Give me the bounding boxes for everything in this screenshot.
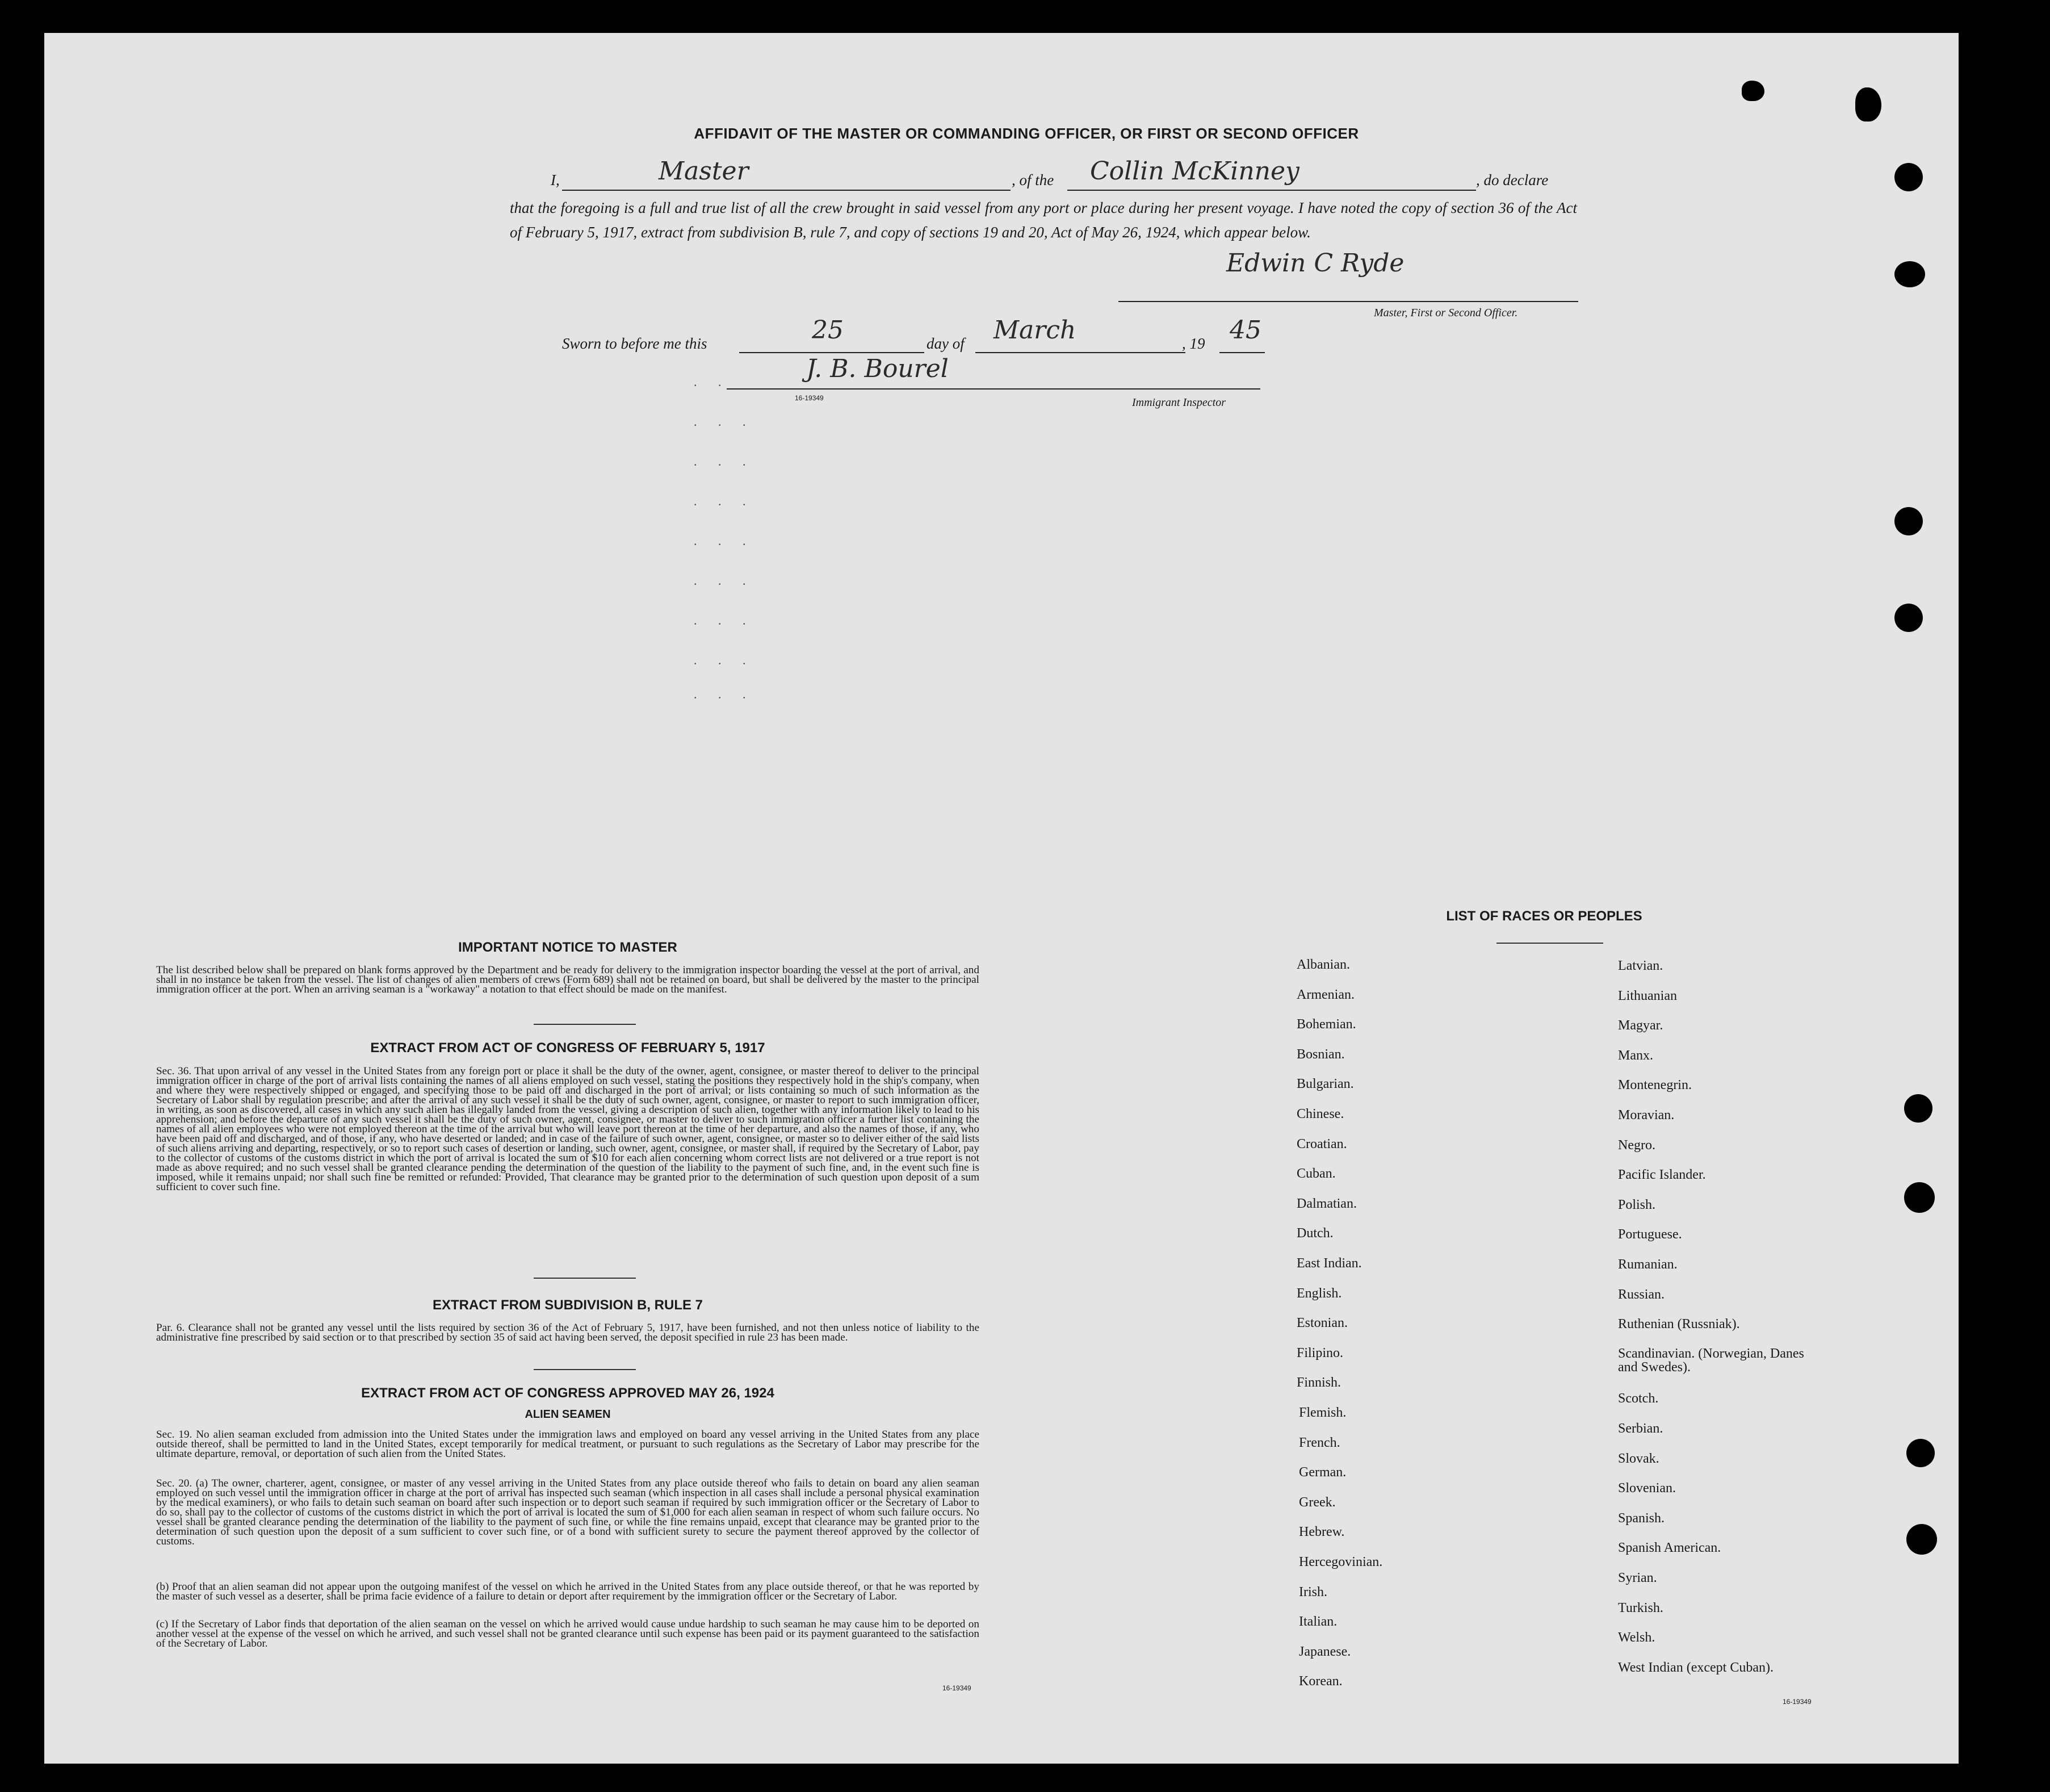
extract-form-number: 16-19349 (942, 1684, 971, 1692)
sworn-year-handwritten: 45 (1230, 316, 1261, 345)
race-item: Magyar. (1618, 1018, 1663, 1033)
affidavit-i-label: I, (551, 171, 560, 189)
extract-1924-sec20c: (c) If the Secretary of Labor finds that deportation of the alien seaman on the vessel on which he arrived would cause undue hardship to such seaman he may cause him to be deported on another vessel at the expense of the vessel on which he arrived, and such vessel shall not be granted clearance until such expense has been paid or its payment guaranteed to the satisfaction of the Secretary of Labor. (156, 1618, 979, 1649)
ink-smudge (1742, 81, 1764, 101)
race-item: Cuban. (1297, 1166, 1336, 1182)
race-item: Scotch. (1618, 1391, 1659, 1406)
race-item: Finnish. (1297, 1375, 1341, 1391)
race-item: Hercegovinian. (1299, 1555, 1383, 1569)
race-item: German. (1299, 1465, 1347, 1480)
affidavit-body: that the foregoing is a full and true list of all the crew brought in said vessel from any port or place during her present voyage. I have noted the copy of section 36 of the Act of February 5, 1917, extract from subdivision B, rule 7, and copy of sections 19 and 20, Act of May 26, 1924, which appear below. (510, 199, 1577, 241)
race-item: Spanish American. (1618, 1540, 1721, 1556)
races-form-number: 16-19349 (1783, 1698, 1812, 1706)
race-item: Japanese. (1299, 1644, 1351, 1659)
do-declare-label: , do declare (1476, 171, 1549, 189)
binder-hole (1894, 604, 1923, 632)
race-item: Slovak. (1618, 1451, 1659, 1466)
race-item: Lithuanian (1618, 988, 1677, 1003)
ink-smudge (1855, 87, 1881, 122)
race-item: Filipino. (1297, 1345, 1344, 1360)
race-item: Bohemian. (1297, 1017, 1356, 1032)
race-item: Syrian. (1618, 1571, 1657, 1585)
notice-body: The list described below shall be prepared on blank forms approved by the Department and be ready for delivery to the immigration inspector boarding the vessel at the port of arrival, and shall in no instance be taken from the vessel. The list of changes of alien members of crews (Form 689) shall not be retained on board, but shall be delivered by the master to the principal immigration officer at the port. When an arriving seaman is a "workaway" a notation to that effect should be made on the manifest. (156, 964, 979, 995)
race-item: Hebrew. (1299, 1525, 1345, 1540)
race-item: Polish. (1618, 1197, 1656, 1212)
race-item: West Indian (except Cuban). (1618, 1660, 1774, 1675)
race-item: Manx. (1618, 1048, 1653, 1063)
race-item: Pacific Islander. (1618, 1167, 1706, 1183)
race-item: Montenegrin. (1618, 1078, 1692, 1093)
extract-1924-sec20b: (b) Proof that an alien seaman did not appear upon the outgoing manifest of the vessel on which he arrived in the United States from any place outside thereof, or that he was reported by the master of such vessel as a deserter, shall be prima facie evidence of a failure to detain or deport after requirement by the immigration officer or the Secretary of Labor. (156, 1581, 979, 1602)
race-item: Slovenian. (1618, 1481, 1676, 1496)
inspector-signature: J. B. Bourel (806, 354, 949, 383)
race-item: Armenian. (1297, 987, 1355, 1002)
race-item: Albanian. (1297, 957, 1350, 972)
inspector-caption: Immigrant Inspector (1132, 396, 1226, 409)
race-item: Welsh. (1618, 1630, 1655, 1646)
race-item: Ruthenian (Russniak). (1618, 1317, 1740, 1332)
extract-rule7-body: Par. 6. Clearance shall not be granted any vessel until the lists required by section 36 of the Act of February 5, 1917, have been furnished, and not then unless notice of liability to the administrative fine prescribed by said section or to that prescribed by section 35 of said act having been served, the deposit specified in rule 23 has been made. (156, 1322, 979, 1343)
affidavit-title: AFFIDAVIT OF THE MASTER OR COMMANDING OFFICER, OR FIRST OR SECOND OFFICER (694, 125, 1359, 142)
binder-hole (1906, 1524, 1937, 1555)
vessel-name-handwritten: Collin McKinney (1090, 157, 1299, 186)
binder-hole (1894, 507, 1923, 535)
master-name-handwritten: Master (659, 157, 749, 186)
extract-1924-sec20a: Sec. 20. (a) The owner, charterer, agent, consignee, or master of any vessel arriving in the United States from any place outside thereof who fails to detain on board any alien seaman employed on such vessel until the immigration officer in charge at the port of arrival has inspected such seaman (which inspection in all cases shall include a personal physical examination by the medical examiners), or who fails to detain such seaman on board after such inspection or to deport such seaman if required by such immigration officer or the Secretary of Labor to do so, shall pay to the collector of customs of the customs district in which the port of arrival is located the sum of $1,000 for each alien seaman in respect of whom such failure occurs. No vessel shall be granted clearance pending the determination of the liability to the payment of such fine, or while the fine remains unpaid, except that clearance may be granted prior to the determination of such question upon the deposit of a sum sufficient to cover such fine, or of a bond with sufficient surety to secure the payment thereof approved by the collector of customs. (156, 1477, 979, 1547)
year-prefix: , 19 (1182, 335, 1205, 352)
race-item: French. (1299, 1435, 1340, 1450)
sworn-day-handwritten: 25 (812, 316, 844, 345)
race-item: Serbian. (1618, 1421, 1663, 1436)
race-item: Chinese. (1297, 1107, 1344, 1121)
extract-1917-title: EXTRACT FROM ACT OF CONGRESS OF FEBRUARY 5, 1917 (370, 1040, 765, 1056)
race-item: Russian. (1618, 1287, 1665, 1302)
race-item: Turkish. (1618, 1600, 1663, 1615)
race-item: East Indian. (1297, 1256, 1362, 1271)
race-item: Latvian. (1618, 958, 1663, 973)
binder-hole (1904, 1182, 1935, 1213)
race-item: Scandinavian. (Norwegian, Danes and Swedes). (1618, 1346, 1804, 1375)
binder-hole (1894, 163, 1923, 191)
race-item: Moravian. (1618, 1108, 1675, 1123)
race-item: Portuguese. (1618, 1227, 1682, 1242)
race-item: Negro. (1618, 1137, 1655, 1153)
extract-1924-subtitle: ALIEN SEAMEN (525, 1408, 611, 1421)
binder-hole (1904, 1094, 1932, 1123)
race-item: Irish. (1299, 1584, 1327, 1600)
of-the-label: , of the (1012, 171, 1054, 189)
race-item: Greek. (1299, 1494, 1336, 1510)
race-item: Bosnian. (1297, 1046, 1345, 1062)
race-item: Croatian. (1297, 1136, 1347, 1152)
binder-hole (1906, 1439, 1935, 1467)
race-item: Spanish. (1618, 1510, 1665, 1526)
extract-1917-body: Sec. 36. That upon arrival of any vessel in the United States from any foreign port or place it shall be the duty of the owner, agent, consignee, or master thereof to deliver to the principal immigration officer in charge of the port of arrival lists containing the names of all aliens employed on such vessel, stating the positions they respectively hold in the ship's company, when and where they were respectively shipped or engaged, and specifying those to be paid off and discharged in the port of arrival; or lists containing so much of such information as the Secretary of Labor shall by regulation prescribe; and after the arrival of any such vessel it shall be the duty of such owner, agent, consignee, or master to report to such immigration officer, in writing, as soon as discovered, all cases in which any such alien has illegally landed from the vessel, giving a description of such alien, together with any information likely to lead to his apprehension; and before the departure of any such vessel it shall be the duty of such owner, agent, consignee, or master to deliver to such immigration officer a further list containing the names of all alien employees who were not employed thereon at the time of the arrival but who will leave port thereon at the time of her departure, and also the names of those, if any, who have been paid off and discharged, and of those, if any, who have deserted or landed; and in case of the failure of such owner, agent, consignee, or master so to deliver either of the said lists of such aliens arriving and departing, respectively, or so to report such cases of desertion or landing, such owner, agent, consignee, or master shall, if required by the Secretary of Labor, pay to the collector of customs of the customs district in which the port of arrival is located the sum of $10 for each alien concerning whom correct lists are not delivered or a true report is not made as above required; and no such vessel shall be granted clearance pending the determination of the question of the liability to the payment of such fine, and, in the event such fine is imposed, while it remains unpaid; nor shall such fine be remitted or refunded: Provided, That clearance may be granted prior to the determination of such question upon deposit of a sum sufficient to cover such fine. (156, 1065, 979, 1193)
affidavit-form-number: 16-19349 (795, 394, 824, 402)
notice-title: IMPORTANT NOTICE TO MASTER (458, 940, 677, 955)
binder-hole (1894, 261, 1925, 287)
race-item: Estonian. (1297, 1316, 1348, 1331)
race-item: Italian. (1299, 1614, 1338, 1630)
extract-1924-sec19: Sec. 19. No alien seaman excluded from admission into the United States under the immigration laws and employed on board any vessel arriving in the United States from any place outside thereof, shall be permitted to land in the United States, except temporarily for medical treatment, or pursuant to such regulations as the Secretary of Labor may prescribe for the ultimate departure, removal, or deportation of such alien from the United States. (156, 1429, 979, 1460)
races-title: LIST OF RACES OR PEOPLES (1446, 908, 1642, 924)
race-item: Flemish. (1299, 1405, 1347, 1420)
race-item: Korean. (1299, 1674, 1343, 1689)
race-item: Bulgarian. (1297, 1077, 1354, 1092)
race-item: Dutch. (1297, 1226, 1334, 1241)
race-item: English. (1297, 1286, 1342, 1301)
race-item: Rumanian. (1618, 1257, 1678, 1272)
master-signature: Edwin C Ryde (1226, 249, 1405, 278)
extract-rule7-title: EXTRACT FROM SUBDIVISION B, RULE 7 (432, 1297, 703, 1313)
sworn-prefix: Sworn to before me this (562, 335, 707, 352)
race-item: Dalmatian. (1297, 1196, 1357, 1211)
signature-caption: Master, First or Second Officer. (1374, 307, 1518, 319)
sworn-month-handwritten: March (993, 316, 1076, 345)
extract-1924-title: EXTRACT FROM ACT OF CONGRESS APPROVED MAY 26, 1924 (361, 1385, 774, 1401)
day-of-label: day of (927, 335, 965, 352)
